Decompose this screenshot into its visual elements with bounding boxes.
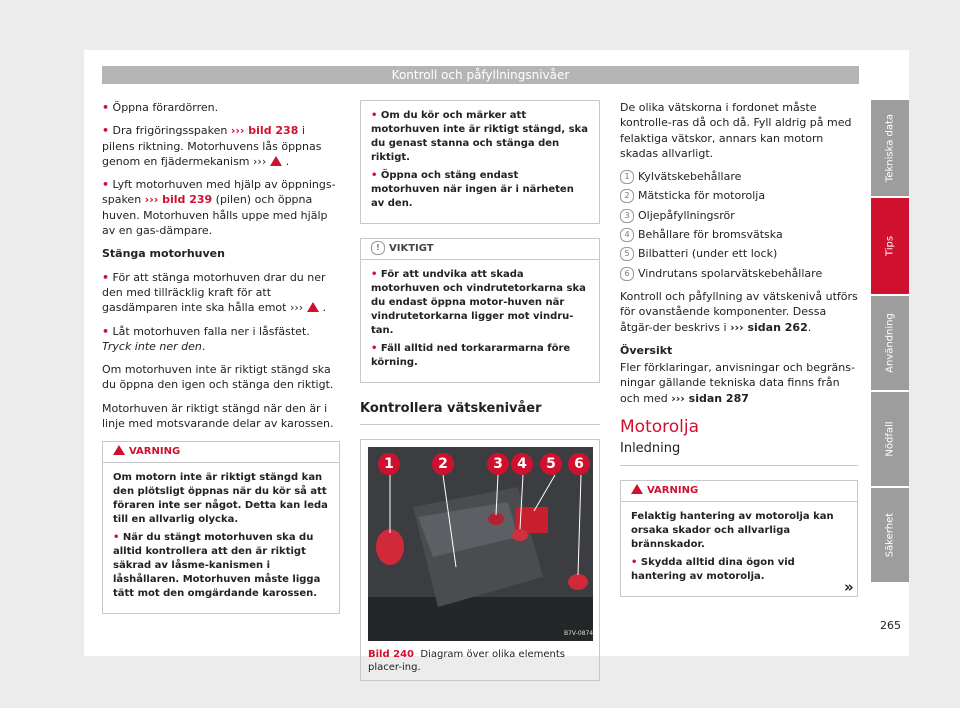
motorolja-warning-box — [620, 480, 858, 597]
viktigt-body: • För att undvika att skada motorhuven och vindrutetorkarna ska du endast öppna motor-huven när vindrutetorkarna ligger mot vindru-tan. • Fäll alltid ned torkararmarna före körning. — [371, 269, 586, 368]
ref-sidan-287[interactable]: ››› sidan 287 — [671, 391, 749, 405]
step-4: • För att stänga motorhuven drar du ner den med tillräcklig kraft för att gasdämparen inte ska hålla emot ››› . — [102, 270, 327, 315]
warning-triangle-icon[interactable] — [307, 302, 319, 312]
info-icon: ! — [371, 241, 385, 255]
ref-bild-239[interactable]: ››› bild 239 — [144, 193, 213, 207]
column-2 — [360, 100, 600, 681]
tab-sakerhet[interactable]: Säkerhet — [871, 488, 909, 582]
paragraph: Motorhuven är riktigt stängd när den är i linje med motsvarande delar av karossen. — [102, 401, 334, 431]
list-item: 5 Bilbatteri (under ett lock) — [620, 246, 858, 261]
warning-box — [102, 441, 340, 614]
warning-body: Felaktig hantering av motorolja kan orsaka skador och allvarliga brännskador. • Skydda alltid dina ögon vid hantering av motorolja. — [631, 510, 834, 582]
intro-paragraph: De olika vätskorna i fordonet måste kontrolle-ras då och då. Fyll aldrig på med felaktiga vätskor, annars kan motorn skadas allvarligt. — [620, 101, 852, 160]
viktigt-box — [360, 238, 600, 383]
callout-4: 4 — [511, 453, 533, 475]
list-item: 3 Oljepåfyllningsrör — [620, 208, 858, 223]
list-item: 2 Mätsticka för motorolja — [620, 188, 858, 203]
close-heading: Stänga motorhuven — [102, 247, 225, 261]
callout-2: 2 — [432, 453, 454, 475]
step-3: • Lyft motorhuven med hjälp av öppnings-spaken ››› bild 239 (pilen) och öppna huven. Motorhuven hålls uppe med hjälp av en gas-dämpare. — [102, 178, 336, 238]
step-5: • Låt motorhuven falla ner i låsfästet. Tryck inte ner den. — [102, 324, 310, 353]
ref-bild-238[interactable]: ››› bild 238 — [230, 124, 299, 138]
warning-triangle-icon — [113, 445, 125, 455]
page-number: 265 — [880, 619, 901, 632]
warning-triangle-icon[interactable] — [270, 156, 282, 166]
engine-illustration — [368, 447, 593, 641]
list-item: 1 Kylvätskebehållare — [620, 169, 858, 184]
engine-photo — [368, 447, 593, 641]
warning-triangle-icon — [631, 484, 643, 494]
ref-sidan-262[interactable]: ››› sidan 262 — [730, 320, 808, 334]
figure-caption: Bild 240 Diagram över olika elements placer-ing. — [368, 649, 565, 674]
paragraph: Om motorhuven inte är riktigt stängd ska du öppna den igen och stänga den riktigt. — [102, 363, 334, 392]
callout-5: 5 — [540, 453, 562, 475]
section-title: Kontrollera vätskenivåer — [360, 401, 600, 425]
tab-nodfall[interactable]: Nödfall — [871, 392, 909, 486]
warning-body: Om motorn inte är riktigt stängd kan den plötsligt öppnas när du kör så att föraren inte ser något. Detta kan leda till en allvarlig olycka. • När du stängt motorhuven ska du alltid kontrollera att den är riktigt säkrad av låsme-kanismen i låshållaren. Motorhuven måste ligga tätt mot den omgärdande karossen. — [113, 472, 328, 600]
viktigt-header: ! VIKTIGT — [361, 239, 599, 260]
warning-header: VARNING — [103, 442, 339, 463]
figure-code: B7V-0874 — [564, 630, 593, 638]
tab-tekniska-data[interactable]: Tekniska data — [871, 100, 909, 196]
warning-continued-box — [360, 100, 600, 224]
warning-header: VARNING — [621, 481, 857, 502]
callout-3: 3 — [487, 453, 509, 475]
step-2: • Dra frigöringsspaken ››› bild 238 i pilens riktning. Motorhuvens lås öppnas genom en fjädermekanism ››› . — [102, 124, 322, 168]
callout-1: 1 — [378, 453, 400, 475]
list-item: 6 Vindrutans spolarvätskebehållare — [620, 266, 858, 281]
callout-6: 6 — [568, 453, 590, 475]
motorolja-heading: Motorolja — [620, 417, 700, 438]
step-1: • Öppna förardörren. — [102, 101, 219, 114]
oversikt-heading: Översikt — [620, 343, 673, 357]
continue-arrow-icon: » — [844, 578, 854, 596]
figure-240 — [360, 439, 600, 681]
warning-continued-body: • Om du kör och märker att motorhuven inte är riktigt stängd, ska du genast stanna och stänga den riktigt. • Öppna och stäng endast motorhuven när ingen är i närheten av den. — [371, 110, 588, 209]
control-paragraph: Kontroll och påfyllning av vätskenivå utförs för ovanstående komponenter. Dessa åtgär-der beskrivs i ››› sidan 262. — [620, 289, 858, 334]
tab-tips[interactable]: Tips — [871, 198, 909, 294]
component-list — [620, 169, 858, 281]
tab-anvandning[interactable]: Användning — [871, 296, 909, 390]
column-1 — [102, 100, 340, 614]
oversikt-paragraph: Fler förklaringar, anvisningar och begräns-ningar gällande tekniska data finns från och med ››› sidan 287 — [620, 361, 855, 405]
list-item: 4 Behållare för bromsvätska — [620, 227, 858, 242]
page-header: Kontroll och påfyllningsnivåer — [102, 66, 859, 84]
inledning-heading: Inledning — [620, 441, 858, 465]
column-3 — [620, 100, 858, 597]
